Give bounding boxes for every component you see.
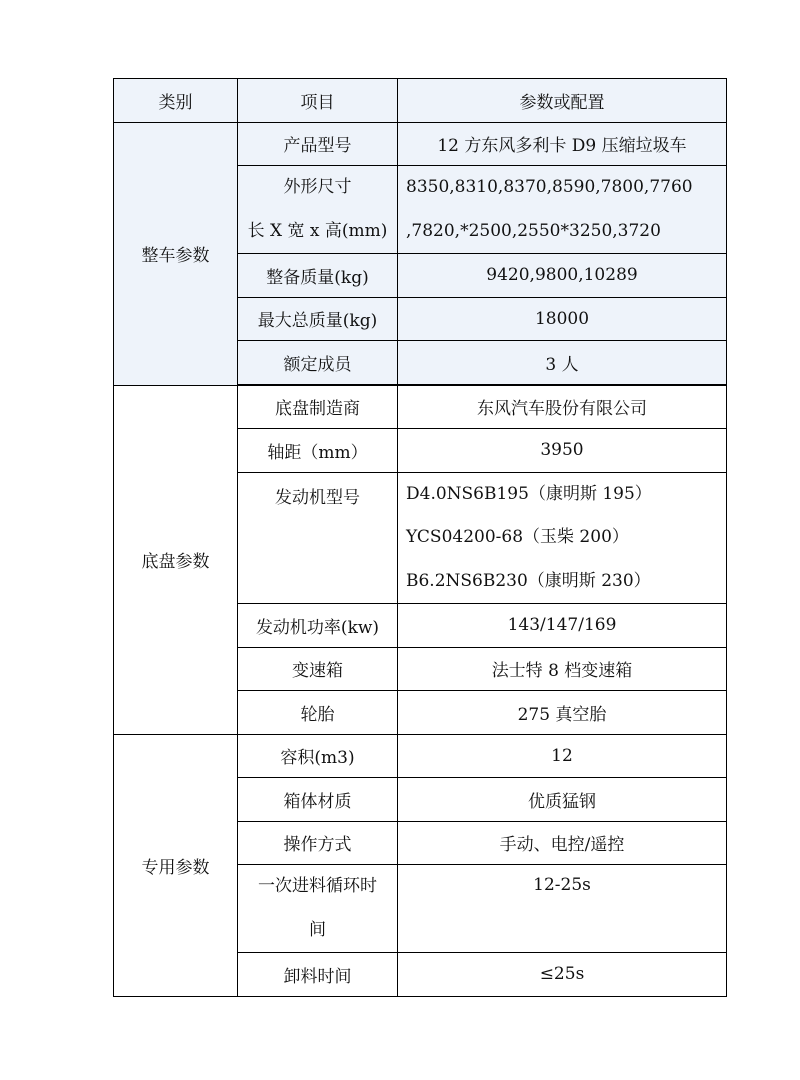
value-cell	[398, 166, 727, 254]
value-cell: 东风汽车股份有限公司	[398, 385, 727, 429]
item-line: 外形尺寸	[283, 177, 352, 197]
value-cell: 法士特 8 档变速箱	[398, 647, 727, 691]
category-cell: 底盘参数	[114, 385, 238, 734]
item-cell: 发动机功率(kw)	[238, 604, 398, 648]
item-cell: 容积(m3)	[238, 734, 398, 778]
category-cell: 专用参数	[114, 734, 238, 996]
value-cell: 3950	[398, 429, 727, 473]
value-line: 8350,8310,8370,8590,7800,7760	[406, 177, 693, 197]
value-line: ,7820,*2500,2550*3250,3720	[406, 220, 661, 241]
table-row	[114, 734, 727, 778]
value-cell: 143/147/169	[398, 604, 727, 648]
header-row	[114, 79, 727, 123]
item-cell	[238, 166, 398, 254]
item-cell: 轴距（mm）	[238, 429, 398, 473]
item-cell: 发动机型号	[238, 472, 398, 604]
value-line: D4.0NS6B195（康明斯 195）	[406, 483, 652, 504]
value-cell: ≤25s	[398, 953, 727, 997]
value-cell: 12 方东风多利卡 D9 压缩垃圾车	[398, 122, 727, 166]
header-value: 参数或配置	[398, 79, 727, 123]
value-line: YCS04200-68（玉柴 200）	[406, 527, 629, 547]
header-category: 类别	[114, 79, 238, 123]
item-cell: 操作方式	[238, 821, 398, 865]
item-cell: 底盘制造商	[238, 385, 398, 429]
value-line: B6.2NS6B230（康明斯 230）	[406, 570, 651, 591]
table-row	[114, 122, 727, 166]
item-cell: 箱体材质	[238, 778, 398, 822]
value-cell: 12	[398, 734, 727, 778]
item-cell: 卸料时间	[238, 953, 398, 997]
item-cell: 产品型号	[238, 122, 398, 166]
value-cell: 9420,9800,10289	[398, 254, 727, 298]
item-line: 间	[309, 919, 326, 940]
table-row	[114, 385, 727, 429]
header-item: 项目	[238, 79, 398, 123]
value-cell: 275 真空胎	[398, 691, 727, 735]
value-cell: 12-25s	[398, 865, 727, 953]
category-cell: 整车参数	[114, 122, 238, 385]
spec-table	[113, 78, 727, 997]
item-cell	[238, 865, 398, 953]
item-cell: 变速箱	[238, 647, 398, 691]
item-cell: 轮胎	[238, 691, 398, 735]
item-cell: 额定成员	[238, 341, 398, 385]
value-cell: 手动、电控/遥控	[398, 821, 727, 865]
item-cell: 最大总质量(kg)	[238, 297, 398, 341]
item-line: 一次进料循环时	[258, 876, 377, 896]
value-cell	[398, 472, 727, 604]
value-cell: 3 人	[398, 341, 727, 385]
value-cell: 18000	[398, 297, 727, 341]
item-line: 长 X 宽 x 高(mm)	[247, 220, 388, 241]
item-cell: 整备质量(kg)	[238, 254, 398, 298]
value-cell: 优质猛钢	[398, 778, 727, 822]
